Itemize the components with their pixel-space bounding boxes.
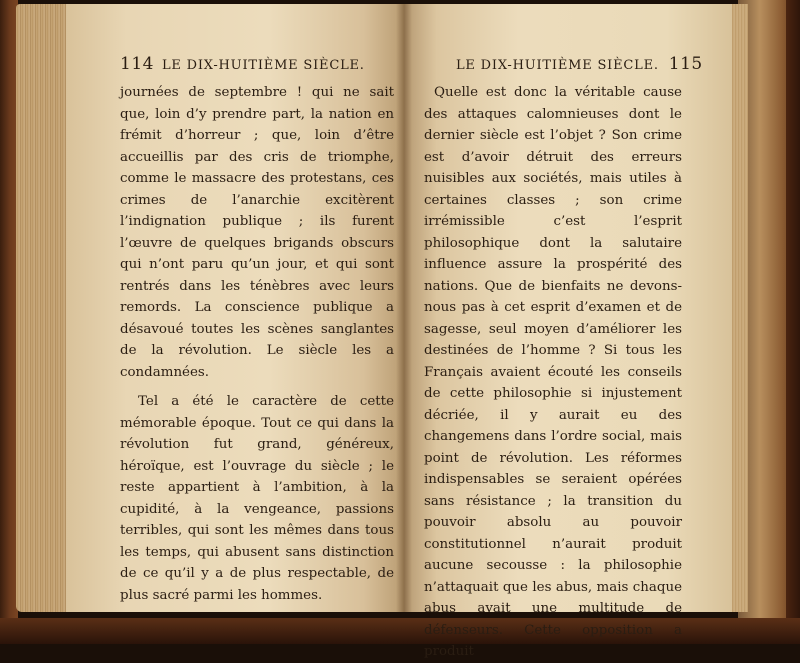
left-page-header (66, 54, 404, 74)
left-running-head: LE DIX-HUITIÈME SIÈCLE. (161, 58, 365, 73)
paragraph: journées de septembre ! qui ne sait que, loin d’y prendre part, la nation en frémit d’horreur ; que, loin d’être accueillis par des cris de triomphe, comme le massacre des protestans, ces crimes de l’anarchie excitèrent l’indignation publique ; ils furent l’œuvre de quelques brigands obscurs qui n’ont paru qu’un jour, et qui sont rentrés dans les ténèbres avec leurs remords. La conscience publique a désavoué toutes les scènes sanglantes de la révolution. Le siècle les a condamnées. (120, 85, 394, 380)
left-page-number: 114 (120, 54, 154, 74)
left-page (66, 4, 404, 612)
paragraph: Quelle est donc la véritable cause des attaques calomnieuses dont le dernier siècle est l’objet ? Son crime est d’avoir détruit des erreurs nuisibles aux sociétés, mais utiles à certaines classes ; son crime irrémissible c’est l’esprit philosophique dont la salutaire influence assure la prospérité des nations. Que de bienfaits ne devons-nous pas à cet esprit d’examen et de sagesse, seul moyen d’améliorer les destinées de l’homme ? Si tous les Français avaient écouté les conseils de cette philosophie si injustement décriée, il y aurait eu des changemens dans l’ordre social, mais point de révolution. Les réformes indispensables se seraient opérées sans résistance ; la transition du pouvoir absolu au pouvoir constitutionnel n’aurait produit aucune secousse : la philosophie n’attaquait que les abus, mais chaque abus avait une multitude de défenseurs. Cette opposition a produit (424, 85, 682, 659)
left-page-body (120, 82, 394, 606)
right-page-header (404, 54, 732, 74)
left-page-edges (16, 4, 68, 612)
book-gutter (396, 4, 412, 612)
right-running-head: LE DIX-HUITIÈME SIÈCLE. (456, 58, 659, 73)
paragraph: Tel a été le caractère de cette mémorable époque. Tout ce qui dans la révolution fut grand, généreux, héroïque, est l’ouvrage du siècle ; le reste appartient à l’ambition, à la cupidité, à la vengeance, passions terribles, qui sont les mêmes dans tous les temps, qui abusent sans distinction de ce qu’il y a de plus respectable, de plus sacré parmi les hommes. (120, 394, 394, 603)
right-page-body (424, 82, 682, 663)
right-page-number: 115 (668, 54, 703, 74)
right-page (404, 4, 732, 659)
